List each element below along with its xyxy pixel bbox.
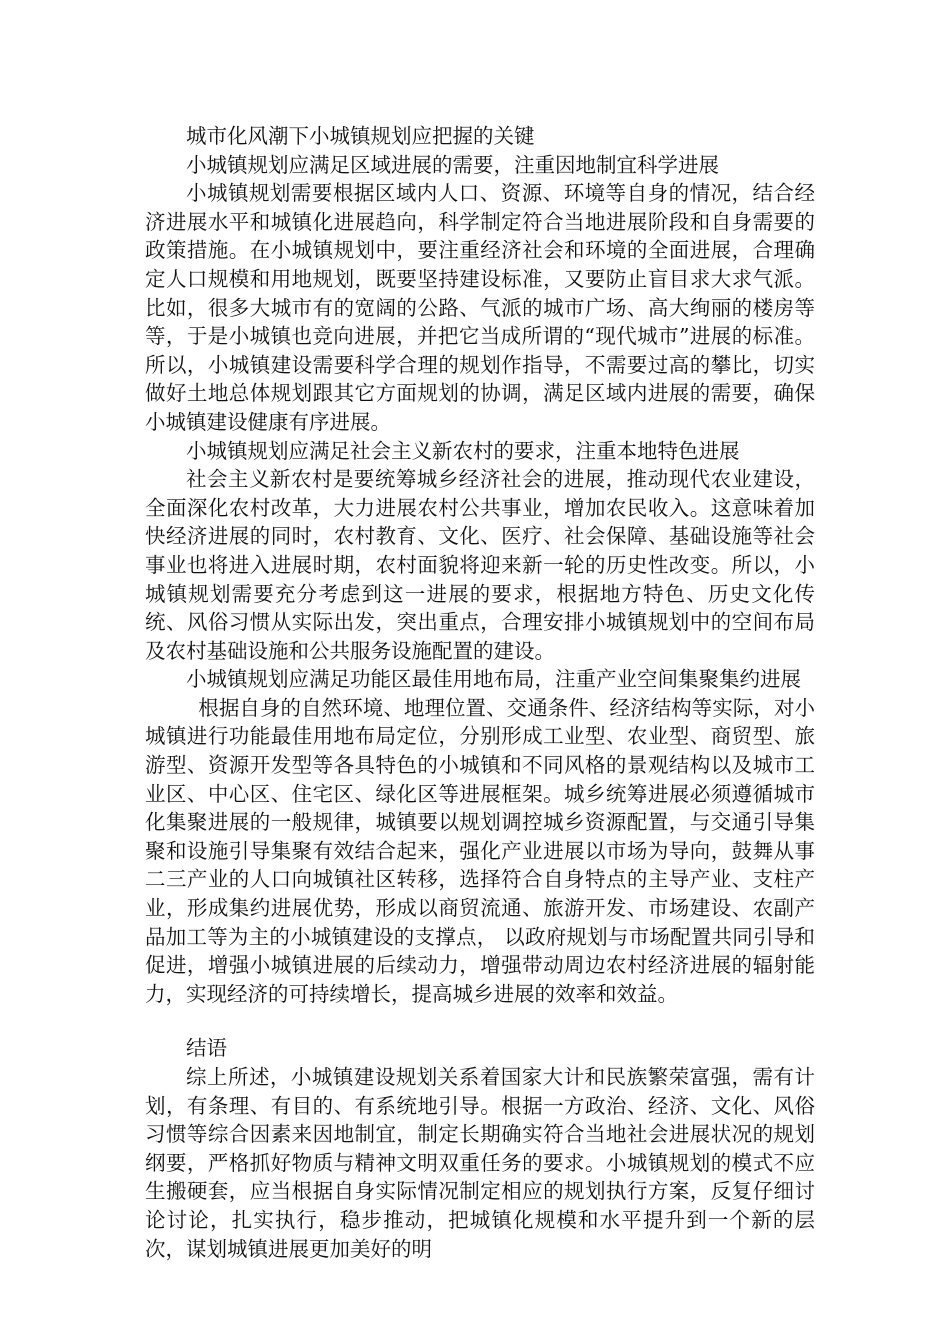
section-heading-3: 小城镇规划应满足功能区最佳用地布局，注重产业空间集聚集约进展 bbox=[186, 667, 801, 692]
section-body-3: 根据自身的自然环境、地理位置、交通条件、经济结构等实际，对小城镇进行功能最佳用地布局定位，分别形成工业型、农业型、商贸型、旅游型、资源开发型等各具特色的小城镇和不同风格的景观结构以及城市工业区、中心区、住宅区、绿化区等进展框架。城乡统筹进展必须遵循城市化集聚进展的一般规律，城镇要以规划调控城乡资源配置，与交通引导集聚和设施引导集聚有效结合起来，强化产业进展以市场为导向，鼓舞从事二三产业的人口向城镇社区转移，选择符合自身特点的主导产业、支柱产业，形成集约进展优势，形成以商贸流通、旅游开发、市场建设、农副产品加工等为主的小城镇建设的支撑点， 以政府规划与市场配置共同引导和促进，增强小城镇进展的后续动力，增强带动周边农村经济进展的辐射能力，实现经济的可持续增长，提高城乡进展的效率和效益。 bbox=[145, 695, 815, 1006]
paragraph-gap bbox=[145, 1008, 815, 1034]
document-page bbox=[145, 122, 815, 1263]
section-heading-1: 小城镇规划应满足区域进展的需要，注重因地制宜科学进展 bbox=[186, 152, 719, 177]
section-body-1: 小城镇规划需要根据区域内人口、资源、环境等自身的情况，结合经济进展水平和城镇化进展趋向，科学制定符合当地进展阶段和自身需要的政策措施。在小城镇规划中，要注重经济社会和环境的全面进展，合理确定人口规模和用地规划，既要坚持建设标准，又要防止盲目求大求气派。比如，很多大城市有的宽阔的公路、气派的城市广场、高大绚丽的楼房等等，于是小城镇也竞向进展，并把它当成所谓的“现代城市”进展的标准。所以，小城镇建设需要科学合理的规划作指导，不需要过高的攀比，切实做好土地总体规划跟其它方面规划的协调，满足区域内进展的需要，确保小城镇建设健康有序进展。 bbox=[145, 181, 815, 434]
section-heading-2: 小城镇规划应满足社会主义新农村的要求，注重本地特色进展 bbox=[186, 438, 740, 463]
document-title: 城市化风潮下小城镇规划应把握的关键 bbox=[186, 124, 535, 148]
conclusion-body: 综上所述，小城镇建设规划关系着国家大计和民族繁荣富强，需有计划，有条理、有目的、有系统地引导。根据一方政治、经济、文化、风俗习惯等综合因素来因地制宜，制定长期确实符合当地社会进展状况的规划纲要，严格抓好物质与精神文明双重任务的要求。小城镇规划的模式不应生搬硬套，应当根据自身实际情况制定相应的规划执行方案，反复仔细讨论讨论，扎实执行，稳步推动，把城镇化规模和水平提升到一个新的层次，谋划城镇进展更加美好的明 bbox=[145, 1065, 815, 1261]
section-body-2: 社会主义新农村是要统筹城乡经济社会的进展，推动现代农业建设，全面深化农村改革，大力进展农村公共事业，增加农民收入。这意味着加快经济进展的同时，农村教育、文化、医疗、社会保障、基础设施等社会事业也将进入进展时期，农村面貌将迎来新一轮的历史性改变。所以，小城镇规划需要充分考虑到这一进展的要求，根据地方特色、历史文化传统、风俗习惯从实际出发，突出重点，合理安排小城镇规划中的空间布局及农村基础设施和公共服务设施配置的建设。 bbox=[145, 467, 815, 663]
conclusion-heading: 结语 bbox=[186, 1036, 227, 1061]
